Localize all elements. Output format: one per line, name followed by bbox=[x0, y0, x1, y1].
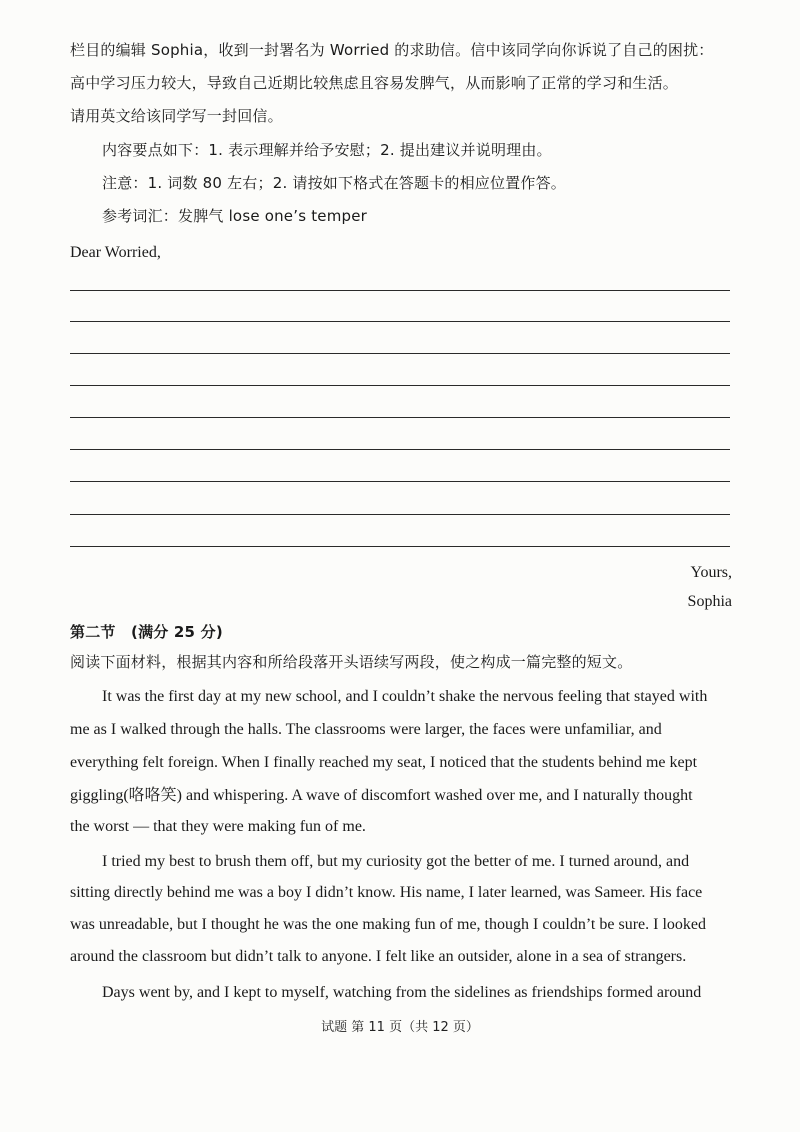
intro-line-1: 栏目的编辑 Sophia，收到一封署名为 Worried 的求助信。信中该同学向你诉说了自己的困扰： bbox=[70, 41, 714, 59]
passage-line: I tried my best to brush them off, but my curiosity got the better of me. I turned around, and bbox=[102, 853, 690, 870]
passage-line: sitting directly behind me was a boy I didn’t know. His name, I later learned, was Sameer. His face bbox=[70, 884, 703, 901]
letter-signature: Sophia bbox=[687, 593, 732, 610]
answer-line bbox=[70, 290, 730, 291]
page-footer: 试题 第 11 页（共 12 页） bbox=[321, 1020, 479, 1035]
passage-line: Days went by, and I kept to myself, watching from the sidelines as friendships formed around bbox=[102, 984, 702, 1001]
answer-line bbox=[70, 546, 730, 547]
answer-line bbox=[70, 481, 730, 482]
writing-notes: 注意：1. 词数 80 左右；2. 请按如下格式在答题卡的相应位置作答。 bbox=[102, 174, 566, 192]
answer-line bbox=[70, 385, 730, 386]
answer-line bbox=[70, 514, 730, 515]
letter-salutation: Dear Worried, bbox=[70, 244, 161, 261]
section-heading bbox=[70, 622, 223, 642]
answer-line bbox=[70, 321, 730, 322]
reference-vocab: 参考词汇：发脾气 lose one’s temper bbox=[102, 207, 368, 225]
intro-line-2: 高中学习压力较大，导致自己近期比较焦虑且容易发脾气，从而影响了正常的学习和生活。 bbox=[70, 74, 679, 92]
answer-line bbox=[70, 449, 730, 450]
intro-line-3: 请用英文给该同学写一封回信。 bbox=[70, 107, 283, 125]
passage-line: me as I walked through the halls. The classrooms were larger, the faces were unfamiliar, and bbox=[70, 721, 662, 738]
passage-line: the worst — that they were making fun of me. bbox=[70, 818, 366, 835]
passage-line: around the classroom but didn’t talk to anyone. I felt like an outsider, alone in a sea of strangers. bbox=[70, 948, 687, 965]
content-points: 内容要点如下：1. 表示理解并给予安慰；2. 提出建议并说明理由。 bbox=[102, 141, 552, 159]
section-score: (满分 25 分) bbox=[131, 623, 223, 641]
answer-line bbox=[70, 417, 730, 418]
answer-line bbox=[70, 353, 730, 354]
section-title: 第二节 bbox=[70, 623, 116, 641]
letter-closing: Yours, bbox=[690, 564, 732, 581]
section-instruction: 阅读下面材料，根据其内容和所给段落开头语续写两段，使之构成一篇完整的短文。 bbox=[70, 653, 633, 671]
passage-line: giggling(咯咯笑) and whispering. A wave of discomfort washed over me, and I naturally thought bbox=[70, 787, 693, 804]
passage-line: everything felt foreign. When I finally reached my seat, I noticed that the students behind me kept bbox=[70, 754, 698, 771]
passage-line: was unreadable, but I thought he was the one making fun of me, though I couldn’t be sure. I looked bbox=[70, 916, 706, 933]
passage-line: It was the first day at my new school, and I couldn’t shake the nervous feeling that stayed with bbox=[102, 688, 708, 705]
